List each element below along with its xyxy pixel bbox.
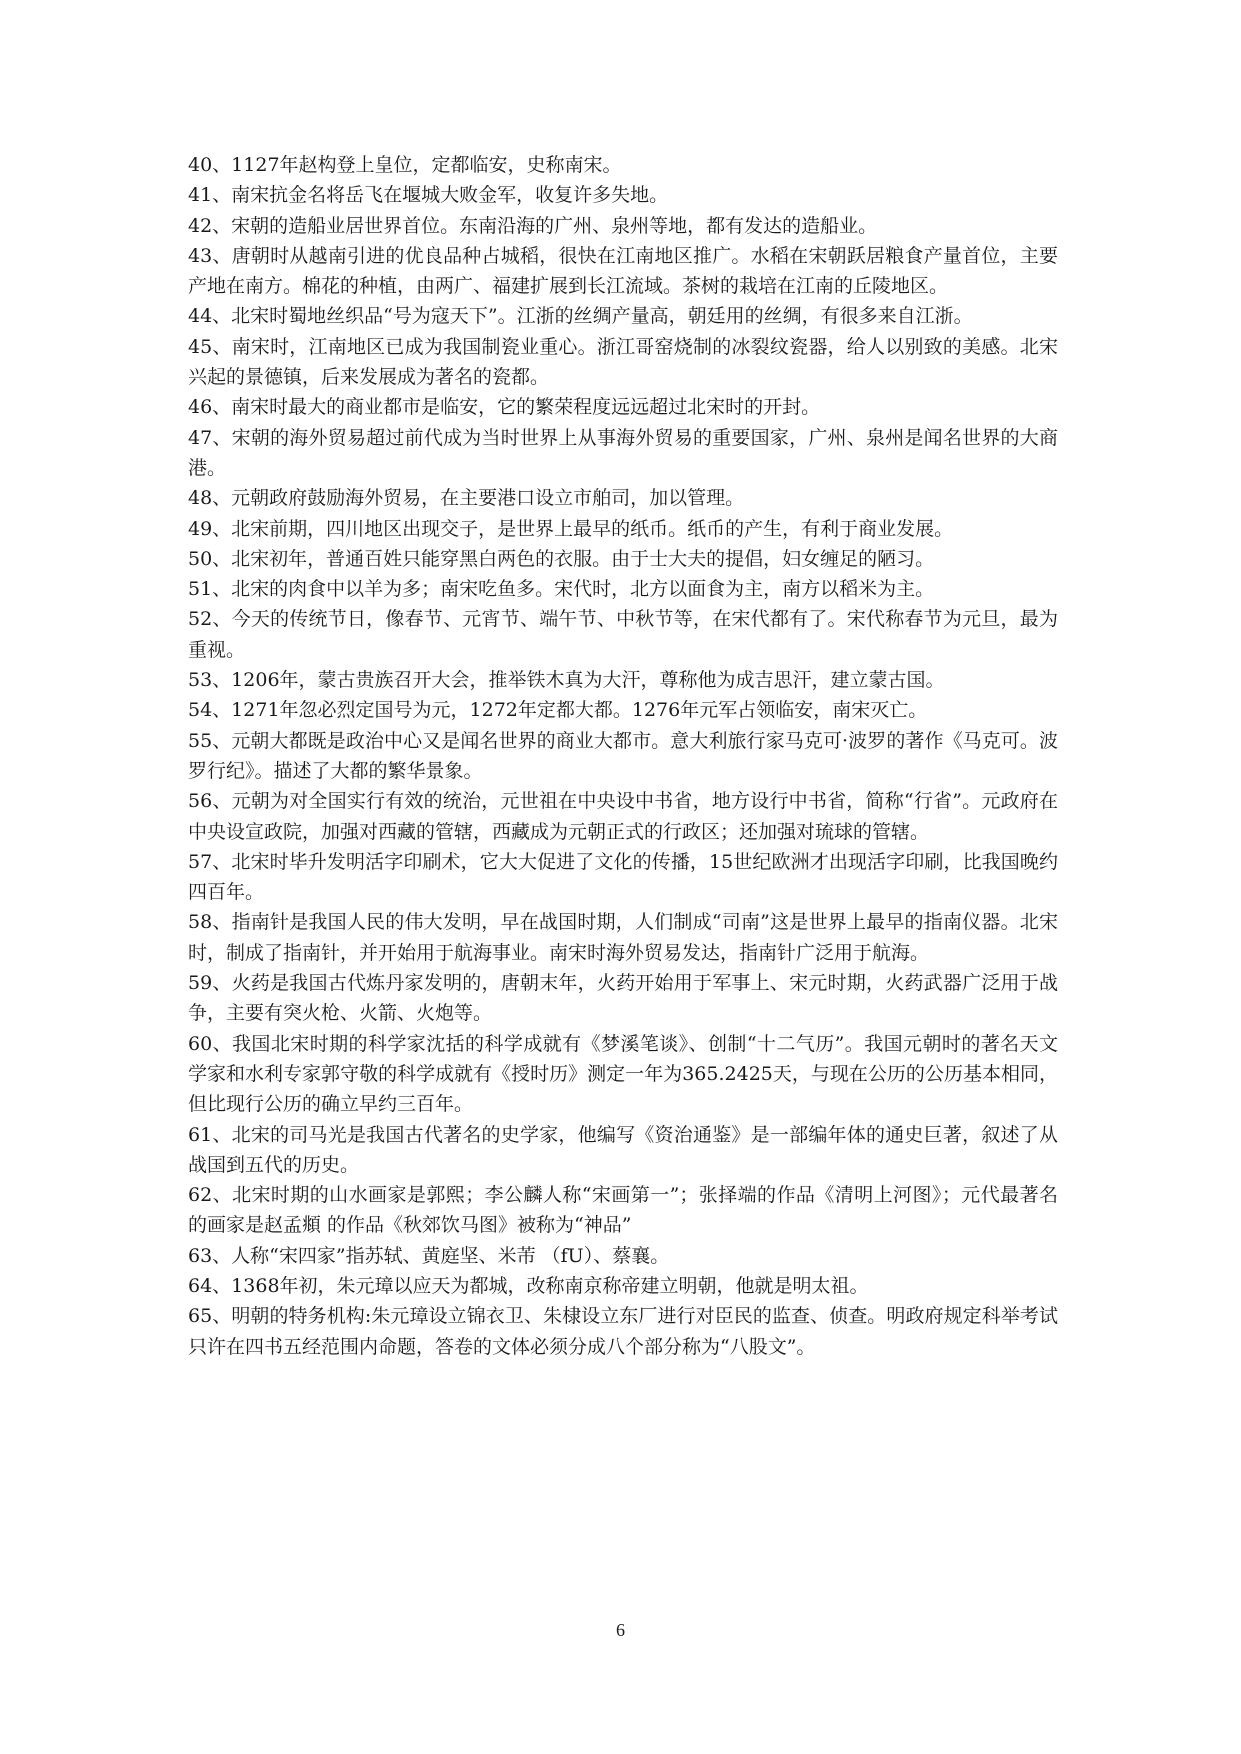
item-54: 54、1271年忽必烈定国号为元，1272年定都大都。1276年元军占领临安，南宋灭亡。 <box>188 699 928 722</box>
item-53: 53、1206年，蒙古贵族召开大会，推举铁木真为大汗，尊称他为成吉思汗，建立蒙古国。 <box>188 669 945 692</box>
item-57: 57、北宋时毕升发明活字印刷术，它大大促进了文化的传播，15世纪欧洲才出现活字印刷，比我国晚约四百年。 <box>188 850 1058 904</box>
item-48: 48、元朝政府鼓励海外贸易，在主要港口设立市舶司，加以管理。 <box>188 487 745 510</box>
item-47: 47、宋朝的海外贸易超过前代成为当时世界上从事海外贸易的重要国家，广州、泉州是闻名世界的大商港。 <box>188 426 1058 479</box>
item-51: 51、北宋的肉食中以羊为多；南宋吃鱼多。宋代时，北方以面食为主，南方以稻米为主。 <box>188 578 935 601</box>
item-63: 63、人称“宋四家”指苏轼、黄庭坚、米芾 （fU）、蔡襄。 <box>188 1244 670 1267</box>
item-45: 45、南宋时，江南地区已成为我国制瓷业重心。浙江哥窑烧制的冰裂纹瓷器，给人以别致的美感。北宋兴起的景德镇，后来发展成为著名的瓷都。 <box>188 335 1058 389</box>
item-42: 42、宋朝的造船业居世界首位。东南沿海的广州、泉州等地，都有发达的造船业。 <box>188 214 878 237</box>
item-58: 58、指南针是我国人民的伟大发明，早在战国时期，人们制成“司南”这是世界上最早的指南仪器。北宋时，制成了指南针，并开始用于航海事业。南宋时海外贸易发达，指南针广泛用于航海。 <box>188 911 1058 964</box>
item-50: 50、北宋初年，普通百姓只能穿黑白两色的衣服。由于士大夫的提倡，妇女缠足的陋习。 <box>188 547 935 570</box>
item-64: 64、1368年初，朱元璋以应天为都城，改称南京称帝建立明朝，他就是明太祖。 <box>188 1274 869 1297</box>
document-body <box>188 150 1058 1362</box>
item-56: 56、元朝为对全国实行有效的统治，元世祖在中央设中书省，地方设行中书省，简称“行省”。元政府在中央设宣政院，加强对西藏的管辖，西藏成为元朝正式的行政区；还加强对琉球的管辖。 <box>188 790 1058 843</box>
item-41: 41、南宋抗金名将岳飞在堰城大败金军，收复许多失地。 <box>188 184 669 207</box>
item-40: 40、1127年赵构登上皇位，定都临安，史称南宋。 <box>188 154 622 176</box>
item-52: 52、今天的传统节日，像春节、元宵节、端午节、中秋节等，在宋代都有了。宋代称春节为元旦，最为重视。 <box>188 608 1058 661</box>
item-49: 49、北宋前期，四川地区出现交子，是世界上最早的纸币。纸币的产生，有利于商业发展。 <box>188 517 954 540</box>
item-46: 46、南宋时最大的商业都市是临安，它的繁荣程度远远超过北宋时的开封。 <box>188 396 821 419</box>
page-number: 6 <box>616 1620 625 1640</box>
item-44: 44、北宋时蜀地丝织品“号为寇天下”。江浙的丝绸产量高，朝廷用的丝绸，有很多来自江浙。 <box>188 305 973 328</box>
item-61: 61、北宋的司马光是我国古代著名的史学家，他编写《资治通鉴》是一部编年体的通史巨著，叙述了从战国到五代的历史。 <box>188 1123 1058 1176</box>
item-62: 62、北宋时期的山水画家是郭熙；李公麟人称“宋画第一”；张择端的作品《清明上河图》；元代最著名的画家是赵孟頫 的作品《秋郊饮马图》被称为“神品” <box>188 1184 1058 1237</box>
item-59: 59、火药是我国古代炼丹家发明的，唐朝末年，火药开始用于军事上、宋元时期，火药武器广泛用于战争，主要有突火枪、火箭、火炮等。 <box>188 972 1058 1025</box>
item-43: 43、唐朝时从越南引进的优良品种占城稻，很快在江南地区推广。水稻在宋朝跃居粮食产量首位，主要产地在南方。棉花的种植，由两广、福建扩展到长江流域。茶树的栽培在江南的丘陵地区。 <box>188 244 1058 298</box>
item-60: 60、我国北宋时期的科学家沈括的科学成就有《梦溪笔谈》、创制“十二气历”。我国元朝时的著名天文学家和水利专家郭守敬的科学成就有《授时历》测定一年为365.2425天，与现在公历的公历基本相同，但比现行公历的确立早约三百年。 <box>188 1032 1058 1116</box>
item-55: 55、元朝大都既是政治中心又是闻名世界的商业大都市。意大利旅行家马克可·波罗的著作《马克可。波罗行纪》。描述了大都的繁华景象。 <box>188 729 1058 782</box>
item-65: 65、明朝的特务机构:朱元璋设立锦衣卫、朱棣设立东厂进行对臣民的监查、侦查。明政府规定科举考试只许在四书五经范围内命题，答卷的文体必须分成八个部分称为“八股文”。 <box>188 1305 1058 1358</box>
